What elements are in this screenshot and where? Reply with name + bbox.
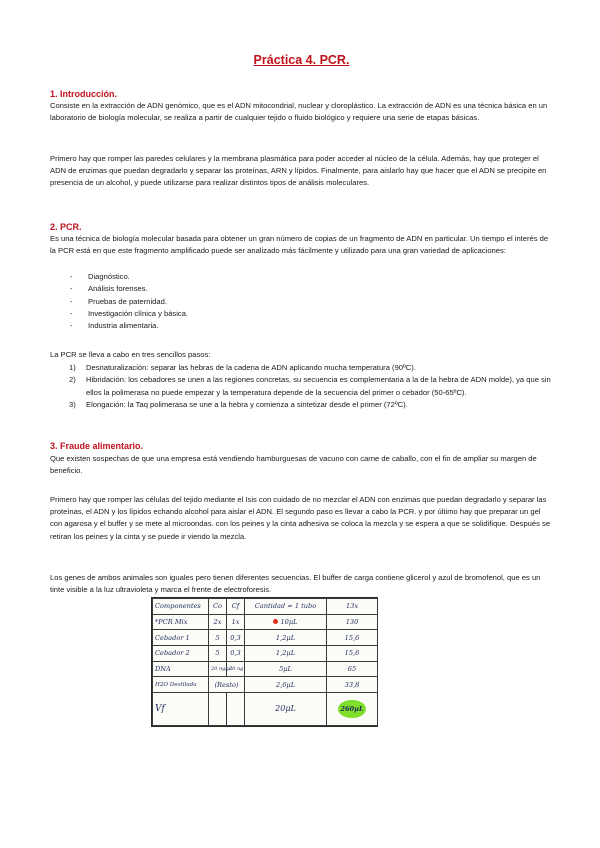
- list-item: - Pruebas de paternidad.: [70, 296, 167, 306]
- fraude-paragraph-3: Los genes de ambos animales son iguales pero tienen diferentes secuencias. El buffer de carga contiene glicerol y azul de bromofenol, que es un tinte visible a la luz ultravioleta y marca el frente de electroforesis.: [50, 573, 541, 595]
- table-header: Componentes: [153, 599, 209, 615]
- table-cell: (Resto): [209, 677, 245, 693]
- table-header: Co: [209, 599, 227, 615]
- table-cell: *PCR Mix: [153, 614, 209, 630]
- table-cell: [227, 692, 245, 725]
- table-row: [153, 661, 378, 677]
- table-row: [153, 677, 378, 693]
- applications-list: [50, 271, 553, 332]
- table-cell: Cebador 1: [153, 630, 209, 646]
- section-heading-pcr: 2. PCR.: [50, 222, 82, 232]
- list-item: - Investigación clínica y básica.: [70, 308, 189, 318]
- table-cell: 1,2μL: [245, 645, 327, 661]
- table-cell: 2x: [209, 614, 227, 630]
- fraude-paragraph-1: Que existen sospechas de que una empresa está vendiendo hamburguesas de vacuno con carne de caballo, con el fin de ampliar su margen de beneficio.: [50, 454, 537, 476]
- handwritten-table: [151, 597, 378, 727]
- table-cell: H2O Destilada: [153, 677, 209, 693]
- table-cell: 65: [327, 661, 378, 677]
- list-item: 3) Elongación: la Taq polimerasa se une a la hebra y comienza a sintetizar desde el primer (72ºC).: [69, 399, 408, 409]
- table-cell: 20 ng: [227, 661, 245, 677]
- table-cell: 15,6: [327, 630, 378, 646]
- list-item: - Análisis forenses.: [70, 284, 148, 294]
- table-cell: 33,8: [327, 677, 378, 693]
- table-header: Cf: [227, 599, 245, 615]
- fraude-paragraph-2: Primero hay que romper las células del tejido mediante el Isis con cuidado de no mezclar el ADN con enzimas que puedan degradarlo y separar las proteínas, el ADN y los lípidos echando alcohol para aislar el ADN. El segundo paso es llevar a cabo la PCR. y por último hay que preparar un gel con agarosa y el buffer y se mete al microondas. con los peines y la cinta adhesiva se coloca la mezcla y se espera a que se solidifique. Después se retiran los peines y la cinta y se puede ir viendo la mezcla.: [50, 495, 551, 541]
- table-cell: 2,6μL: [245, 677, 327, 693]
- table-cell: 10μL: [245, 614, 327, 630]
- steps-list: [50, 362, 553, 411]
- table-cell: DNA: [153, 661, 209, 677]
- pcr-paragraph-2: La PCR se lleva a cabo en tres sencillos pasos:: [50, 350, 211, 359]
- table-cell: Vf: [153, 692, 209, 725]
- section-heading-intro: 1. Introducción.: [50, 89, 118, 99]
- table-cell: 1,2μL: [245, 630, 327, 646]
- intro-paragraph-1: Consiste en la extracción de ADN genómico, que es el ADN mitocondrial, nuclear y cloroplástico. La extracción de ADN es una técnica básica en un laboratorio de biología molecular, se realiza a partir de cualquier tejido o fluido biológico y requiere una serie de etapas básicas.: [50, 101, 548, 123]
- list-item: - Diagnóstico.: [70, 272, 130, 281]
- table-cell: 0,3: [227, 645, 245, 661]
- table-cell: [209, 692, 227, 725]
- table-row: [153, 645, 378, 661]
- table-cell: [327, 692, 378, 725]
- list-item: 1) Desnaturalización: separar las hebras de la cadena de ADN aplicando mucha temperatura (90ºC).: [69, 363, 416, 372]
- table-row: [153, 630, 378, 646]
- intro-paragraph-2: Primero hay que romper las paredes celulares y la membrana plasmática para poder acceder al núcleo de la célula. Además, hay que proteger el ADN de enzimas que puedan degradarlo y separar las proteínas, ARN y lípidos. Finalmente, para aislarlo hay que hacer que el ADN se precipite en presencia de un alcohol, y puede utilizarse para realizar distintos tipos de análisis moleculares.: [50, 154, 547, 188]
- table-cell: 130: [327, 614, 378, 630]
- red-marker-dot: [273, 619, 278, 624]
- list-item: 2) Hibridación: los cebadores se unen a las regiones concretas, su secuencia es complementaria a la de la hebra de ADN molde), ya que sin ellos la polimerasa no puede empezar y la temperatura depende de la secuencia del primer o cebador (50-65ºC).: [69, 375, 551, 397]
- table-cell: 5: [209, 630, 227, 646]
- table-header: Cantidad = 1 tubo: [245, 599, 327, 615]
- table-cell: 5μL: [245, 661, 327, 677]
- table-row: [153, 614, 378, 630]
- table-cell: 1x: [227, 614, 245, 630]
- page-title: Práctica 4. PCR.: [253, 53, 350, 67]
- green-highlight-total: 260μL: [338, 700, 365, 718]
- table-cell: 20 ng/μl: [209, 661, 227, 677]
- table-cell: 0,3: [227, 630, 245, 646]
- pcr-paragraph-1: Es una técnica de biología molecular basada para obtener un gran número de copias de un fragmento de ADN en particular. Un tiempo el interés de la PCR está en que este fragmento amplificado puede ser analizado más fácilmente y utilizado para una gran variedad de aplicaciones:: [50, 234, 549, 256]
- table-cell: 5: [209, 645, 227, 661]
- section-heading-fraude: 3. Fraude alimentario.: [50, 441, 144, 451]
- table-header-row: [153, 599, 378, 615]
- table-cell: Cebador 2: [153, 645, 209, 661]
- table-cell: 15,6: [327, 645, 378, 661]
- list-item: - Industria alimentaria.: [70, 321, 159, 331]
- table-header: 13x: [327, 599, 378, 615]
- table-cell: 20μL: [245, 692, 327, 725]
- table-row: [153, 692, 378, 725]
